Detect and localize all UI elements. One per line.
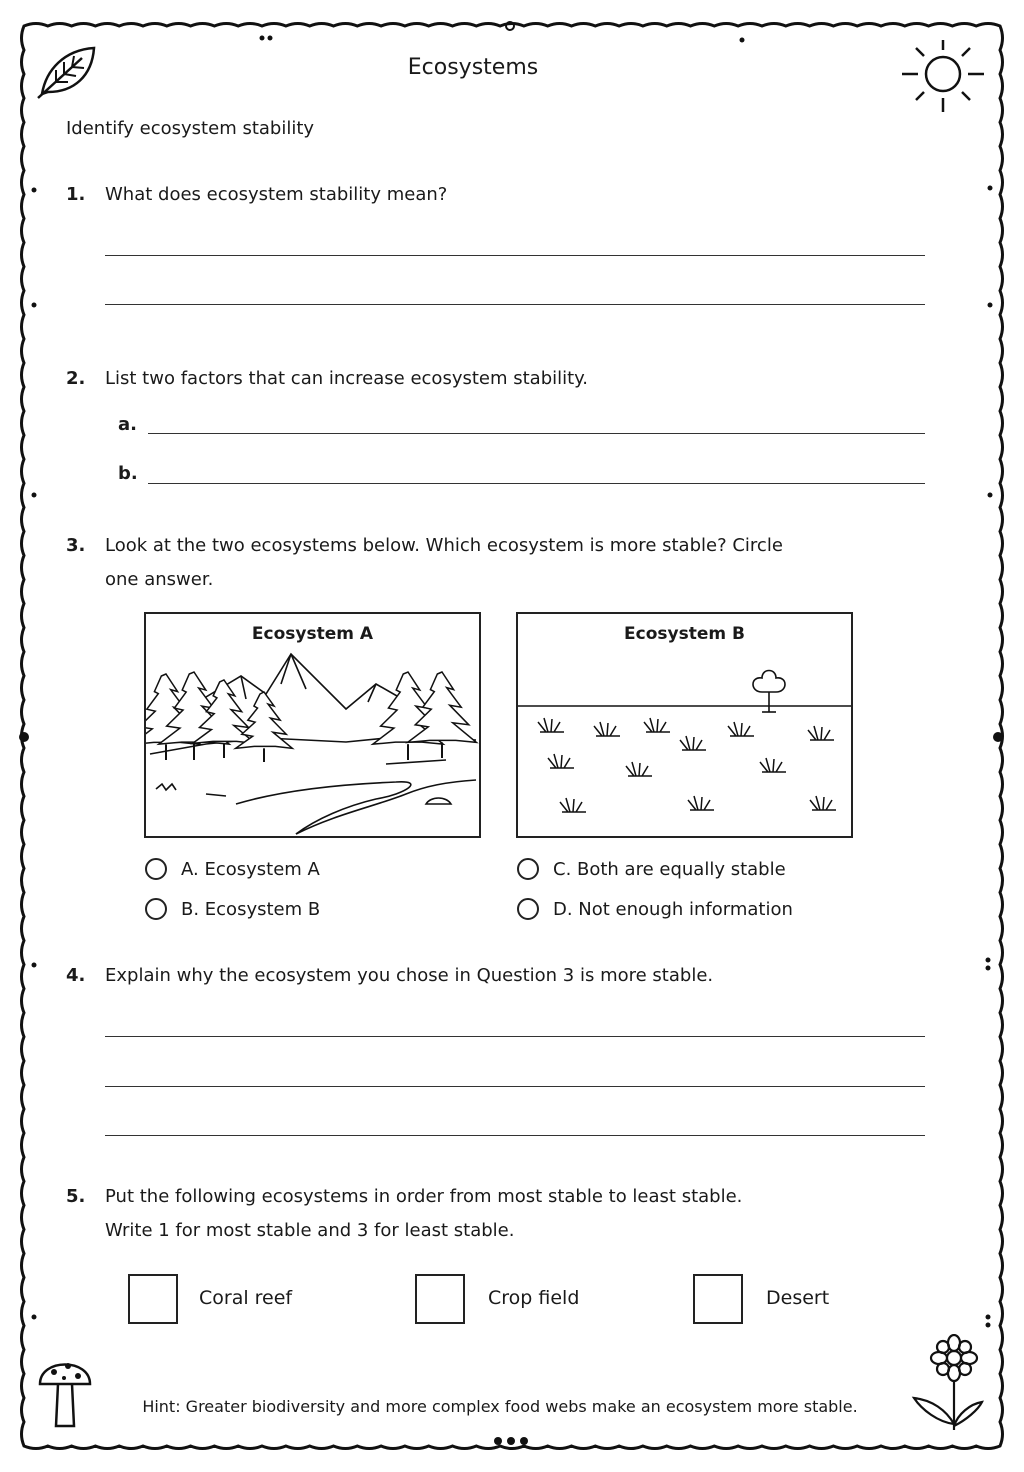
mushroom-icon: [36, 1354, 94, 1430]
grass-tuft: [760, 758, 786, 772]
radio-button[interactable]: [517, 898, 539, 920]
question-5-text-line2: Write 1 for most stable and 3 for least stable.: [105, 1220, 515, 1241]
radio-button[interactable]: [145, 858, 167, 880]
hint-text: Hint: Greater biodiversity and more complex food webs make an ecosystem more stable.: [142, 1397, 858, 1416]
answer-line[interactable]: [105, 1036, 925, 1037]
answer-line-b[interactable]: [148, 483, 925, 484]
rank-label-desert: Desert: [766, 1287, 830, 1309]
grass-tuft: [548, 754, 574, 768]
grass-tuft: [810, 796, 836, 810]
option-d[interactable]: [517, 898, 793, 920]
question-1-text: What does ecosystem stability mean?: [105, 184, 448, 205]
rank-box-coral-reef[interactable]: [128, 1274, 178, 1324]
answer-line[interactable]: [105, 255, 925, 256]
page-title: Ecosystems: [407, 55, 539, 80]
option-c-label: C. Both are equally stable: [553, 858, 786, 880]
answer-line[interactable]: [105, 1086, 925, 1087]
question-3-text-line1: Look at the two ecosystems below. Which ecosystem is more stable? Circle: [105, 535, 783, 556]
rank-label-crop-field: Crop field: [488, 1287, 580, 1309]
grass-tuft: [680, 736, 706, 750]
question-1-number: 1.: [66, 184, 86, 205]
option-d-label: D. Not enough information: [553, 898, 793, 920]
ecosystem-b-title: Ecosystem B: [624, 624, 745, 644]
grassland-illustration: [518, 614, 851, 836]
rank-label-coral-reef: Coral reef: [199, 1287, 293, 1309]
question-3-number: 3.: [66, 535, 86, 556]
question-5-text-line1: Put the following ecosystems in order from most stable to least stable.: [105, 1186, 743, 1207]
grass-tuft: [644, 718, 670, 732]
radio-button[interactable]: [145, 898, 167, 920]
forest-mountain-illustration: [146, 614, 479, 836]
question-2-number: 2.: [66, 368, 86, 389]
grass-tuft: [728, 722, 754, 736]
ecosystem-b-panel: [516, 612, 853, 838]
sub-label-b: b.: [118, 463, 138, 484]
option-a-label: A. Ecosystem A: [181, 858, 320, 880]
grass-tuft: [560, 798, 586, 812]
question-3-text-line2: one answer.: [105, 569, 214, 590]
flower-icon: [908, 1334, 988, 1434]
question-2-text: List two factors that can increase ecosystem stability.: [105, 368, 588, 389]
grass-tuft: [688, 796, 714, 810]
option-c[interactable]: [517, 858, 786, 880]
ecosystem-a-panel: [144, 612, 481, 838]
question-4-text: Explain why the ecosystem you chose in Question 3 is more stable.: [105, 965, 714, 986]
option-a[interactable]: [145, 858, 320, 880]
answer-line[interactable]: [105, 304, 925, 305]
answer-line-a[interactable]: [148, 433, 925, 434]
question-5-number: 5.: [66, 1186, 86, 1207]
grass-tuft: [594, 722, 620, 736]
rank-box-crop-field[interactable]: [415, 1274, 465, 1324]
radio-button[interactable]: [517, 858, 539, 880]
grass-tuft: [626, 762, 652, 776]
option-b[interactable]: [145, 898, 320, 920]
grass-tuft: [808, 726, 834, 740]
answer-line[interactable]: [105, 1135, 925, 1136]
option-b-label: B. Ecosystem B: [181, 898, 321, 920]
ecosystem-a-title: Ecosystem A: [251, 624, 374, 644]
grass-tuft: [538, 718, 564, 732]
question-4-number: 4.: [66, 965, 86, 986]
rank-box-desert[interactable]: [693, 1274, 743, 1324]
worksheet-subtitle: Identify ecosystem stability: [66, 118, 315, 139]
sub-label-a: a.: [118, 414, 137, 435]
